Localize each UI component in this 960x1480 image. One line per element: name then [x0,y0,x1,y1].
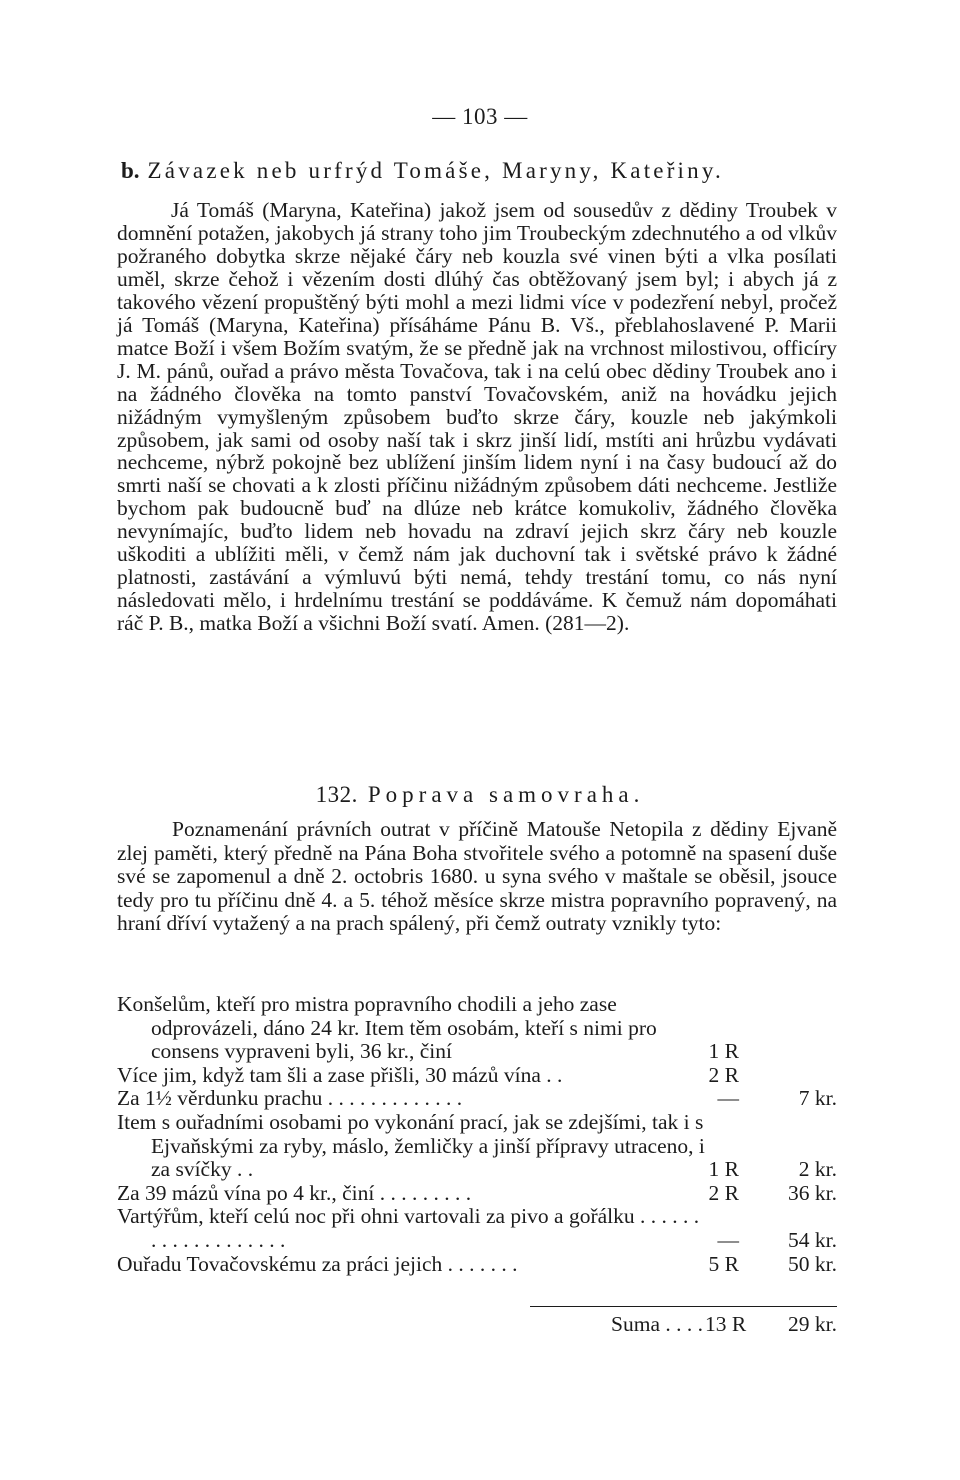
sum-row [117,1313,837,1337]
ledger-entry-kr: 7 kr. [798,1086,837,1111]
section-132-title: Poprava samovraha. [367,782,645,807]
ledger-entry-text: Ouřadu Tovačovskému za práci jejich . . . . . . . [117,1251,518,1276]
sum-label: Suma . . . . [611,1312,703,1336]
ledger-entry-kr: 36 kr. [788,1180,837,1205]
ledger-entry-r: — [717,1086,739,1111]
ledger-entry [117,1182,837,1206]
ledger-entry [117,1064,837,1088]
ledger-entry [117,993,837,1064]
section-132-heading [0,782,960,808]
ledger-entry [117,1253,837,1277]
section-b-label: b. [121,158,140,183]
ledger-entry-r: 5 R [708,1251,739,1276]
page-number: — 103 — [432,104,528,129]
expense-ledger [117,993,837,1276]
ledger-entry-text: Konšelům, kteří pro mistra popravního chodili a jeho zase odprovázeli, dáno 24 kr. Item těm osobám, kteří s nimi pro consens vypraveni byli, 36 kr., činí [117,992,657,1064]
ledger-entry-text: Item s ouřadními osobami po vykonání prací, jak se zdejšími, tak i s Ejvaňskými za ryby, máslo, žemličky a jinší přípravy utraceno, i za svíčky . . [117,1109,705,1182]
section-b-title: Závazek neb urfrýd Tomáše, Maryny, Kateřiny. [147,158,724,183]
sum-r: 13 R [705,1312,747,1336]
ledger-entry [117,1111,837,1182]
ledger-entry-text: Vartýřům, kteří celú noc při ohni vartovali za pivo a gořálku . . . . . . . . . . . . . . . . . . . [117,1204,700,1252]
ledger-entry-r: 2 R [708,1180,739,1205]
ledger-entry-r: 1 R [708,1157,739,1182]
section-132-number: 132. [315,782,358,807]
ledger-entry-text: Více jim, když tam šli a zase přišli, 30 mázů vína . . [117,1062,563,1087]
ledger-entry [117,1205,837,1252]
ledger-entry-r: 1 R [708,1039,739,1064]
section-b-text: Já Tomáš (Maryna, Kateřina) jakož jsem od sousedův z dědiny Troubek v domnění potažen, jakobych já strany toho jim Troubeckým zdechnutého a od vlkův požraného dobytka skrze nějaké čáry neb kouzla své vinen býti a vlka posílati uměl, skrze čehož i vězením dosti dlúhý čas obtěžovaný jsem byl; i abych já z takového vězení propuštěný býti mohl a mezi lidmi více v podezření nebyl, pročež já Tomáš (Maryna, Kateřina) přísáháme Pánu B. Vš., přeblahoslavené P. Marii matce Boží i všem Božím svatým, že se předně jak na vrchnost milostivou, officíry J. M. pánů, ouřad a právo města Tovačova, tak i na celú obec dědiny Troubek ano i na žádného člověka na tomto panství Tovačovském, aniž na hovádku jejich nižádným vymyšleným způsobem buďto skrze čáry, kouzle neb jakýmkoli způsobem, jak sami od osoby naší tak i skrz jinší lidí, mstíti ani hrůzbu vydávati nechceme, nýbrž pokojně bez ublížení jinším lidem nyní i na časy budoucí až do smrti naší se chovati a k zlosti příčinu nižádným způsobem dáti nechceme. Jestliže bychom pak budoucně buď na dlúze neb krátce komukoliv, žádného člověka nevynímajíc, buďto lidem neb hovadu na zdraví jejich skrz čáry neb kouzle uškoditi a ublížiti měli, v čemž nám jak duchovní tak i světské právo k žádné platnosti, zastávání a výmluvú býti nemá, tehdy trestání tomu, co nás nyní následovati mělo, i hrdelnímu trestání se poddáváme. K čemuž nám dopomáhati ráč P. B., matka Boží a všichni Boží svatí. Amen. (281—2). [117,198,837,636]
section-132-text: Poznamenání právních outrat v příčině Matouše Netopila z dědiny Ejvaně zlej paměti, který předně na Pána Boha stvořitele svého a potomně na spasení duše své se zapomenul a dně 2. octobris 1680. u syna svého v maštale se oběsil, jsouce tedy pro tu příčinu dně 4. a 5. téhož měsíce skrze mistra popravního popravený, na hraní dříví vytažený a na prach spálený, při čemž outraty vznikly tyto: [117,817,837,935]
ledger-entry [117,1087,837,1111]
ledger-entry-r: 2 R [708,1062,739,1087]
ledger-entry-text: Za 1½ věrdunku prachu . . . . . . . . . . . . . [117,1086,463,1111]
sum-divider [530,1306,837,1307]
ledger-entry-text: Za 39 mázů vína po 4 kr., činí . . . . . . . . . [117,1180,472,1205]
ledger-entry-kr: 50 kr. [788,1251,837,1276]
ledger-entry-r: — [717,1227,739,1252]
sum-kr: 29 kr. [788,1312,837,1336]
section-b-heading [121,158,881,184]
ledger-entry-kr: 54 kr. [788,1227,837,1252]
ledger-entry-kr: 2 kr. [798,1157,837,1182]
